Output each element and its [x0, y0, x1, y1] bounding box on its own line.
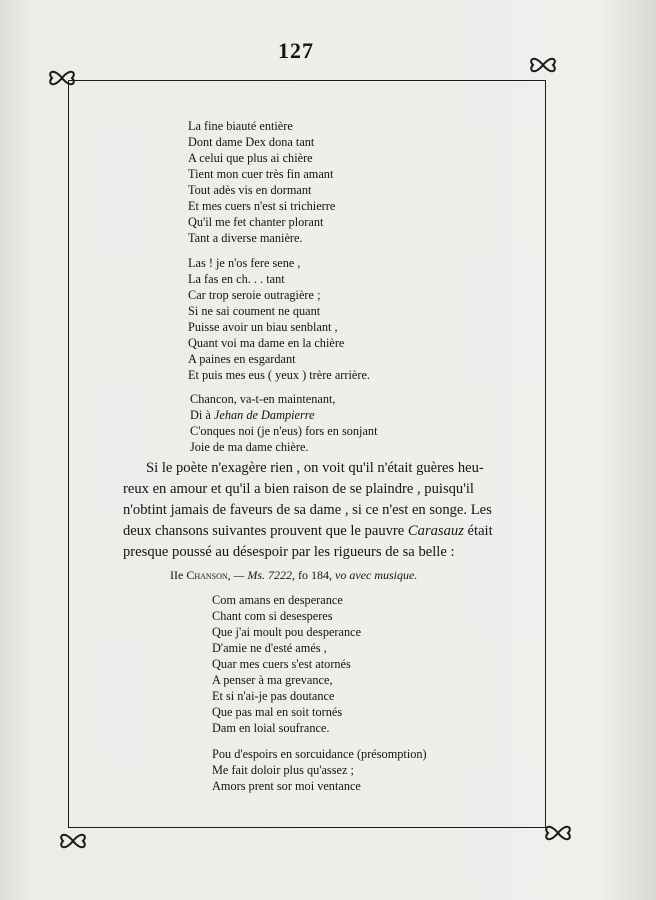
verse-line: Las ! je n'os fere sene ,	[188, 256, 301, 270]
verse-line: Dont dame Dex dona tant	[188, 135, 315, 149]
heading-label: Chanson,	[186, 568, 231, 582]
verse-line: Que j'ai moult pou desperance	[212, 625, 362, 639]
verse-line: Amors prent sor moi ventance	[212, 779, 361, 793]
verse-line: Et mes cuers n'est si trichierre	[188, 199, 336, 213]
prose-text: était	[467, 523, 493, 539]
verse-line: Tant a diverse manière.	[188, 231, 303, 245]
verse-line: A celui que plus ai chière	[188, 151, 313, 165]
verse-text: Di à	[190, 408, 211, 422]
verse-line: Chant com si desesperes	[212, 609, 333, 623]
verse-line: Qu'il me fet chanter plorant	[188, 215, 324, 229]
heading-suffix: vo avec musique.	[335, 568, 418, 582]
verse-line: La fas en ch. . . tant	[188, 272, 285, 286]
prose-line: presque poussé au désespoir par les rigueurs de sa belle :	[123, 544, 455, 560]
verse-line: Tient mon cuer très fin amant	[188, 167, 334, 181]
corner-ornament-icon	[58, 828, 88, 854]
verse-line: Car trop seroie outragière ;	[188, 288, 321, 302]
prose-text: deux chansons suivantes prouvent que le pauvre	[123, 523, 405, 539]
corner-ornament-icon	[528, 52, 558, 78]
verse-line: Me fait doloir plus qu'assez ;	[212, 763, 354, 777]
verse-line: Quar mes cuers s'est atornés	[212, 657, 351, 671]
verse-line: La fine biauté entière	[188, 119, 293, 133]
prose-line	[123, 521, 493, 542]
page-number: 127	[278, 38, 314, 63]
verse-line: Et si n'ai-je pas doutance	[212, 689, 335, 703]
verse-line: A penser à ma grevance,	[212, 673, 333, 687]
heading-folio: fo 184,	[298, 568, 333, 582]
corner-ornament-icon	[543, 820, 573, 846]
prose-line: n'obtint jamais de faveurs de sa dame , si ce n'est en songe. Les	[123, 502, 492, 518]
heading-number: IIe	[170, 568, 184, 582]
prose-line: Si le poète n'exagère rien , on voit qu'il n'était guères heu-	[146, 460, 484, 476]
verse-line	[190, 408, 315, 423]
person-name-italic: Jehan de Dampierre	[213, 408, 315, 422]
verse-line: Tout adès vis en dormant	[188, 183, 312, 197]
verse-line: Joie de ma dame chière.	[190, 440, 309, 454]
corner-ornament-icon	[47, 65, 77, 91]
verse-line: C'onques noi (je n'eus) fors en sonjant	[190, 424, 378, 438]
section-heading	[170, 568, 417, 583]
verse-line: A paines en esgardant	[188, 352, 296, 366]
verse-line: Puisse avoir un biau senblant ,	[188, 320, 338, 334]
verse-line: Et puis mes eus ( yeux ) trère arrière.	[188, 368, 370, 382]
person-name-italic: Carasauz	[407, 523, 464, 539]
verse-line: Si ne sai coument ne quant	[188, 304, 321, 318]
verse-line: Pou d'espoirs en sorcuidance (présomption)	[212, 747, 427, 761]
prose-line: reux en amour et qu'il a bien raison de se plaindre , puisqu'il	[123, 481, 474, 497]
heading-manuscript: — Ms. 7222,	[233, 568, 296, 582]
verse-line: Com amans en desperance	[212, 593, 343, 607]
verse-line: Que pas mal en soit tornés	[212, 705, 343, 719]
verse-line: Chancon, va-t-en maintenant,	[190, 392, 336, 406]
verse-line: Dam en loial soufrance.	[212, 721, 330, 735]
verse-line: D'amie ne d'esté amés ,	[212, 641, 327, 655]
verse-line: Quant voi ma dame en la chière	[188, 336, 345, 350]
